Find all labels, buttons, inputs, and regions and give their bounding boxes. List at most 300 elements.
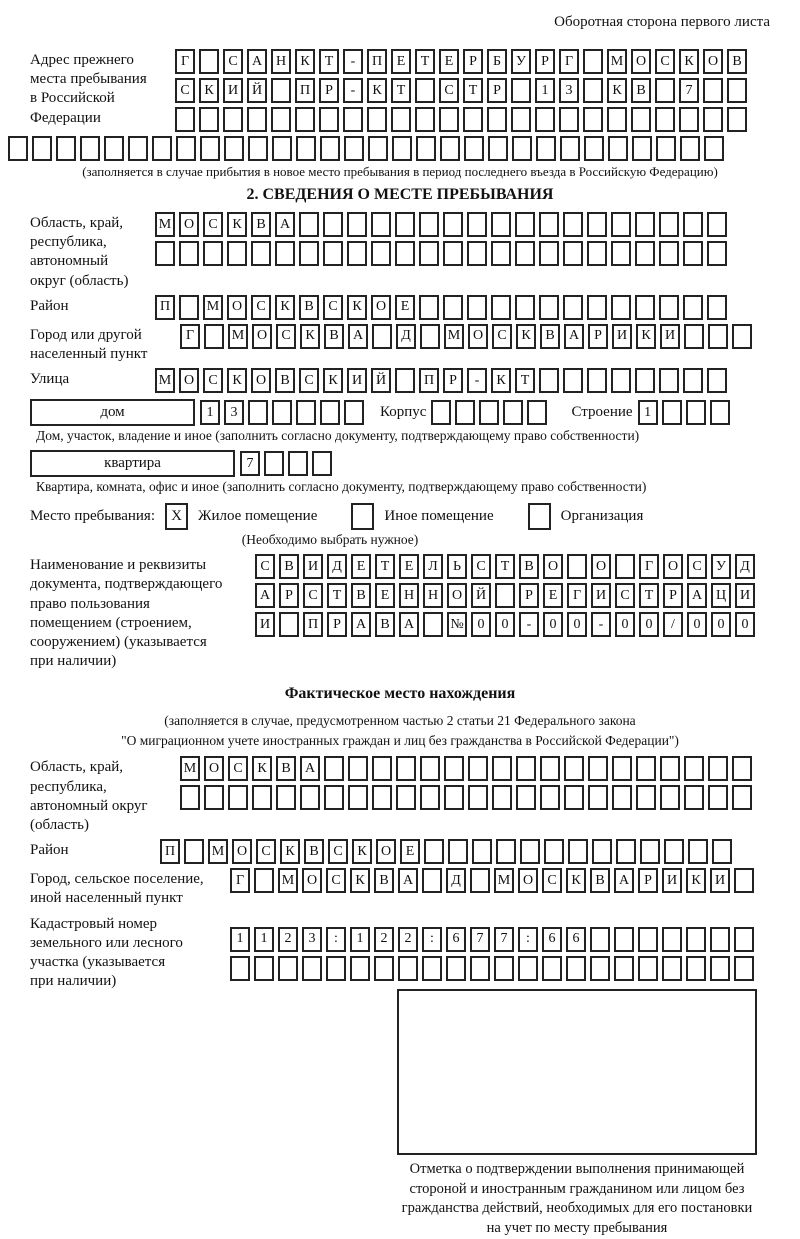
char-cell[interactable] (638, 956, 658, 981)
char-cell[interactable] (224, 136, 244, 161)
char-cell[interactable]: Й (247, 78, 267, 103)
char-cell[interactable]: 7 (240, 451, 260, 476)
char-cell[interactable] (422, 868, 442, 893)
char-cell[interactable]: А (247, 49, 267, 74)
char-cell[interactable] (227, 241, 247, 266)
char-cell[interactable] (479, 400, 499, 425)
char-cell[interactable] (248, 400, 268, 425)
char-cell[interactable]: 2 (398, 927, 418, 952)
char-cell[interactable] (660, 756, 680, 781)
char-cell[interactable] (347, 212, 367, 237)
char-cell[interactable] (683, 212, 703, 237)
char-cell[interactable]: 6 (566, 927, 586, 952)
char-cell[interactable] (684, 756, 704, 781)
char-cell[interactable]: Й (371, 368, 391, 393)
char-cell[interactable] (467, 241, 487, 266)
char-cell[interactable]: О (543, 554, 563, 579)
char-cell[interactable]: А (398, 868, 418, 893)
char-cell[interactable] (80, 136, 100, 161)
char-cell[interactable]: Б (487, 49, 507, 74)
char-cell[interactable] (368, 136, 388, 161)
char-cell[interactable] (415, 107, 435, 132)
char-cell[interactable]: О (663, 554, 683, 579)
char-cell[interactable]: С (492, 324, 512, 349)
char-cell[interactable]: 7 (470, 927, 490, 952)
char-cell[interactable]: И (735, 583, 755, 608)
char-cell[interactable] (566, 956, 586, 981)
char-cell[interactable] (704, 136, 724, 161)
char-cell[interactable]: Г (230, 868, 250, 893)
char-cell[interactable] (516, 756, 536, 781)
char-cell[interactable] (180, 785, 200, 810)
char-cell[interactable]: Е (439, 49, 459, 74)
char-cell[interactable]: Р (535, 49, 555, 74)
char-cell[interactable] (470, 868, 490, 893)
char-cell[interactable] (254, 956, 274, 981)
char-cell[interactable]: К (607, 78, 627, 103)
char-cell[interactable] (398, 956, 418, 981)
char-cell[interactable]: М (208, 839, 228, 864)
char-cell[interactable] (686, 927, 706, 952)
char-cell[interactable]: В (304, 839, 324, 864)
char-cell[interactable] (276, 785, 296, 810)
char-cell[interactable] (176, 136, 196, 161)
char-cell[interactable] (56, 136, 76, 161)
char-cell[interactable]: О (232, 839, 252, 864)
char-cell[interactable]: 1 (254, 927, 274, 952)
char-cell[interactable]: Е (391, 49, 411, 74)
char-cell[interactable] (664, 839, 684, 864)
char-cell[interactable] (288, 451, 308, 476)
char-cell[interactable]: К (227, 212, 247, 237)
char-cell[interactable] (248, 136, 268, 161)
char-cell[interactable]: А (399, 612, 419, 637)
char-cell[interactable]: Р (638, 868, 658, 893)
char-cell[interactable] (688, 839, 708, 864)
char-cell[interactable] (611, 368, 631, 393)
char-cell[interactable] (302, 956, 322, 981)
char-cell[interactable] (540, 756, 560, 781)
char-cell[interactable] (535, 107, 555, 132)
char-cell[interactable] (703, 78, 723, 103)
char-cell[interactable] (683, 241, 703, 266)
char-cell[interactable] (683, 368, 703, 393)
char-cell[interactable]: П (155, 295, 175, 320)
char-cell[interactable] (371, 212, 391, 237)
char-cell[interactable] (563, 212, 583, 237)
char-cell[interactable]: : (326, 927, 346, 952)
char-cell[interactable] (656, 136, 676, 161)
char-cell[interactable]: Н (399, 583, 419, 608)
char-cell[interactable]: О (631, 49, 651, 74)
char-cell[interactable] (467, 295, 487, 320)
checkbox-other-premises[interactable] (351, 503, 374, 530)
char-cell[interactable]: Н (423, 583, 443, 608)
char-cell[interactable] (686, 956, 706, 981)
char-cell[interactable] (710, 927, 730, 952)
char-cell[interactable]: Д (327, 554, 347, 579)
char-cell[interactable] (659, 295, 679, 320)
char-cell[interactable] (511, 107, 531, 132)
char-cell[interactable]: 0 (639, 612, 659, 637)
char-cell[interactable]: С (439, 78, 459, 103)
char-cell[interactable]: И (303, 554, 323, 579)
char-cell[interactable] (324, 785, 344, 810)
char-cell[interactable] (395, 368, 415, 393)
char-cell[interactable] (563, 241, 583, 266)
char-cell[interactable]: Р (319, 78, 339, 103)
char-cell[interactable]: Р (327, 612, 347, 637)
char-cell[interactable]: Т (319, 49, 339, 74)
char-cell[interactable]: С (615, 583, 635, 608)
char-cell[interactable] (184, 839, 204, 864)
char-cell[interactable] (420, 785, 440, 810)
char-cell[interactable] (636, 756, 656, 781)
char-cell[interactable] (496, 839, 516, 864)
char-cell[interactable] (179, 295, 199, 320)
char-cell[interactable] (662, 400, 682, 425)
char-cell[interactable]: 0 (471, 612, 491, 637)
char-cell[interactable]: Р (487, 78, 507, 103)
char-cell[interactable] (511, 78, 531, 103)
char-cell[interactable] (515, 295, 535, 320)
char-cell[interactable] (707, 295, 727, 320)
char-cell[interactable] (464, 136, 484, 161)
char-cell[interactable] (200, 136, 220, 161)
char-cell[interactable] (491, 295, 511, 320)
char-cell[interactable] (275, 241, 295, 266)
char-cell[interactable] (440, 136, 460, 161)
char-cell[interactable] (487, 107, 507, 132)
char-cell[interactable] (712, 839, 732, 864)
char-cell[interactable] (446, 956, 466, 981)
char-cell[interactable]: 1 (535, 78, 555, 103)
char-cell[interactable]: С (276, 324, 296, 349)
char-cell[interactable]: 0 (711, 612, 731, 637)
char-cell[interactable]: В (519, 554, 539, 579)
char-cell[interactable] (607, 107, 627, 132)
char-cell[interactable] (175, 107, 195, 132)
char-cell[interactable]: О (179, 368, 199, 393)
char-cell[interactable] (616, 839, 636, 864)
char-cell[interactable]: Т (327, 583, 347, 608)
char-cell[interactable] (463, 107, 483, 132)
char-cell[interactable]: О (591, 554, 611, 579)
char-cell[interactable] (374, 956, 394, 981)
char-cell[interactable] (659, 212, 679, 237)
char-cell[interactable] (527, 400, 547, 425)
char-cell[interactable] (491, 241, 511, 266)
char-cell[interactable] (468, 785, 488, 810)
char-cell[interactable] (516, 785, 536, 810)
char-cell[interactable] (319, 107, 339, 132)
char-cell[interactable]: С (303, 583, 323, 608)
char-cell[interactable] (439, 107, 459, 132)
char-cell[interactable]: К (227, 368, 247, 393)
char-cell[interactable] (420, 756, 440, 781)
char-cell[interactable] (367, 107, 387, 132)
char-cell[interactable] (680, 136, 700, 161)
char-cell[interactable]: К (300, 324, 320, 349)
char-cell[interactable] (584, 136, 604, 161)
char-cell[interactable] (539, 241, 559, 266)
char-cell[interactable] (734, 927, 754, 952)
char-cell[interactable]: К (295, 49, 315, 74)
char-cell[interactable]: В (374, 868, 394, 893)
char-cell[interactable]: № (447, 612, 467, 637)
char-cell[interactable]: 0 (687, 612, 707, 637)
char-cell[interactable]: С (251, 295, 271, 320)
char-cell[interactable] (323, 212, 343, 237)
char-cell[interactable]: У (711, 554, 731, 579)
char-cell[interactable] (564, 756, 584, 781)
char-cell[interactable]: 6 (542, 927, 562, 952)
char-cell[interactable]: 3 (559, 78, 579, 103)
char-cell[interactable]: И (255, 612, 275, 637)
char-cell[interactable]: А (687, 583, 707, 608)
char-cell[interactable] (638, 927, 658, 952)
char-cell[interactable]: 3 (302, 927, 322, 952)
char-cell[interactable] (271, 78, 291, 103)
char-cell[interactable]: О (302, 868, 322, 893)
char-cell[interactable]: С (471, 554, 491, 579)
char-cell[interactable] (587, 368, 607, 393)
char-cell[interactable] (415, 78, 435, 103)
char-cell[interactable] (662, 927, 682, 952)
char-cell[interactable]: С (326, 868, 346, 893)
char-cell[interactable] (636, 785, 656, 810)
char-cell[interactable] (659, 241, 679, 266)
char-cell[interactable] (199, 107, 219, 132)
char-cell[interactable] (703, 107, 723, 132)
char-cell[interactable] (611, 212, 631, 237)
char-cell[interactable] (614, 927, 634, 952)
char-cell[interactable] (199, 49, 219, 74)
char-cell[interactable] (395, 241, 415, 266)
char-cell[interactable]: М (607, 49, 627, 74)
char-cell[interactable]: И (347, 368, 367, 393)
char-cell[interactable]: К (275, 295, 295, 320)
char-cell[interactable] (343, 107, 363, 132)
char-cell[interactable] (179, 241, 199, 266)
char-cell[interactable] (708, 785, 728, 810)
char-cell[interactable] (230, 956, 250, 981)
char-cell[interactable] (655, 78, 675, 103)
char-cell[interactable] (300, 785, 320, 810)
char-cell[interactable] (567, 554, 587, 579)
char-cell[interactable]: Т (375, 554, 395, 579)
char-cell[interactable]: В (276, 756, 296, 781)
char-cell[interactable] (444, 785, 464, 810)
char-cell[interactable]: А (255, 583, 275, 608)
char-cell[interactable]: Г (180, 324, 200, 349)
char-cell[interactable] (431, 400, 451, 425)
char-cell[interactable]: М (278, 868, 298, 893)
char-cell[interactable]: С (687, 554, 707, 579)
char-cell[interactable]: С (203, 368, 223, 393)
char-cell[interactable]: К (350, 868, 370, 893)
char-cell[interactable]: А (300, 756, 320, 781)
char-cell[interactable] (732, 324, 752, 349)
char-cell[interactable]: М (155, 368, 175, 393)
char-cell[interactable]: С (175, 78, 195, 103)
char-cell[interactable]: : (518, 927, 538, 952)
char-cell[interactable]: 1 (350, 927, 370, 952)
char-cell[interactable]: К (566, 868, 586, 893)
checkbox-organization[interactable] (528, 503, 551, 530)
char-cell[interactable] (344, 136, 364, 161)
char-cell[interactable] (8, 136, 28, 161)
char-cell[interactable] (392, 136, 412, 161)
char-cell[interactable] (539, 212, 559, 237)
char-cell[interactable]: Г (175, 49, 195, 74)
char-cell[interactable]: В (251, 212, 271, 237)
char-cell[interactable] (539, 368, 559, 393)
char-cell[interactable] (271, 107, 291, 132)
char-cell[interactable]: С (223, 49, 243, 74)
char-cell[interactable] (612, 785, 632, 810)
char-cell[interactable] (420, 324, 440, 349)
char-cell[interactable] (295, 107, 315, 132)
char-cell[interactable] (518, 956, 538, 981)
char-cell[interactable] (583, 49, 603, 74)
char-cell[interactable] (559, 107, 579, 132)
char-cell[interactable] (732, 756, 752, 781)
char-cell[interactable] (204, 324, 224, 349)
char-cell[interactable] (608, 136, 628, 161)
char-cell[interactable] (615, 554, 635, 579)
char-cell[interactable]: К (252, 756, 272, 781)
char-cell[interactable] (443, 212, 463, 237)
char-cell[interactable]: Р (279, 583, 299, 608)
char-cell[interactable] (732, 785, 752, 810)
char-cell[interactable]: С (328, 839, 348, 864)
char-cell[interactable] (707, 241, 727, 266)
char-cell[interactable] (296, 136, 316, 161)
char-cell[interactable]: К (199, 78, 219, 103)
char-cell[interactable]: В (631, 78, 651, 103)
char-cell[interactable] (424, 839, 444, 864)
char-cell[interactable]: 2 (278, 927, 298, 952)
char-cell[interactable] (423, 612, 443, 637)
char-cell[interactable]: О (468, 324, 488, 349)
char-cell[interactable] (679, 107, 699, 132)
char-cell[interactable] (734, 868, 754, 893)
char-cell[interactable] (299, 212, 319, 237)
char-cell[interactable]: 6 (446, 927, 466, 952)
char-cell[interactable]: В (299, 295, 319, 320)
char-cell[interactable] (563, 295, 583, 320)
char-cell[interactable] (254, 868, 274, 893)
char-cell[interactable] (488, 136, 508, 161)
char-cell[interactable] (590, 927, 610, 952)
char-cell[interactable] (223, 107, 243, 132)
char-cell[interactable] (631, 107, 651, 132)
char-cell[interactable]: Г (559, 49, 579, 74)
char-cell[interactable]: К (352, 839, 372, 864)
char-cell[interactable]: С (203, 212, 223, 237)
char-cell[interactable]: В (540, 324, 560, 349)
char-cell[interactable]: А (351, 612, 371, 637)
char-cell[interactable] (560, 136, 580, 161)
char-cell[interactable] (470, 956, 490, 981)
char-cell[interactable] (278, 956, 298, 981)
char-cell[interactable] (512, 136, 532, 161)
char-cell[interactable] (128, 136, 148, 161)
char-cell[interactable] (635, 212, 655, 237)
char-cell[interactable]: Е (351, 554, 371, 579)
char-cell[interactable]: Д (735, 554, 755, 579)
char-cell[interactable]: : (422, 927, 442, 952)
char-cell[interactable]: 1 (638, 400, 658, 425)
char-cell[interactable] (272, 136, 292, 161)
char-cell[interactable] (344, 400, 364, 425)
char-cell[interactable] (247, 107, 267, 132)
char-cell[interactable] (494, 956, 514, 981)
char-cell[interactable] (612, 756, 632, 781)
char-cell[interactable] (32, 136, 52, 161)
char-cell[interactable]: И (612, 324, 632, 349)
char-cell[interactable]: Р (443, 368, 463, 393)
char-cell[interactable] (272, 400, 292, 425)
char-cell[interactable]: И (662, 868, 682, 893)
char-cell[interactable] (443, 295, 463, 320)
char-cell[interactable] (422, 956, 442, 981)
char-cell[interactable]: 2 (374, 927, 394, 952)
char-cell[interactable]: Ь (447, 554, 467, 579)
char-cell[interactable] (468, 756, 488, 781)
char-cell[interactable] (326, 956, 346, 981)
char-cell[interactable]: П (367, 49, 387, 74)
char-cell[interactable] (727, 78, 747, 103)
char-cell[interactable]: К (323, 368, 343, 393)
char-cell[interactable] (492, 756, 512, 781)
char-cell[interactable]: П (303, 612, 323, 637)
char-cell[interactable] (443, 241, 463, 266)
char-cell[interactable]: - (343, 78, 363, 103)
char-cell[interactable]: Т (391, 78, 411, 103)
char-cell[interactable] (323, 241, 343, 266)
char-cell[interactable]: Й (471, 583, 491, 608)
char-cell[interactable] (614, 956, 634, 981)
char-cell[interactable] (583, 107, 603, 132)
char-cell[interactable] (419, 212, 439, 237)
char-cell[interactable] (419, 295, 439, 320)
char-cell[interactable] (635, 368, 655, 393)
char-cell[interactable]: - (467, 368, 487, 393)
char-cell[interactable]: О (227, 295, 247, 320)
char-cell[interactable]: О (179, 212, 199, 237)
char-cell[interactable] (416, 136, 436, 161)
char-cell[interactable]: К (679, 49, 699, 74)
char-cell[interactable] (588, 756, 608, 781)
char-cell[interactable]: О (518, 868, 538, 893)
char-cell[interactable]: В (351, 583, 371, 608)
char-cell[interactable]: - (519, 612, 539, 637)
char-cell[interactable] (371, 241, 391, 266)
char-cell[interactable] (587, 212, 607, 237)
char-cell[interactable] (372, 756, 392, 781)
char-cell[interactable] (152, 136, 172, 161)
char-cell[interactable]: 7 (679, 78, 699, 103)
char-cell[interactable] (583, 78, 603, 103)
char-cell[interactable]: Т (495, 554, 515, 579)
char-cell[interactable] (611, 295, 631, 320)
char-cell[interactable] (708, 324, 728, 349)
char-cell[interactable]: 0 (495, 612, 515, 637)
char-cell[interactable] (662, 956, 682, 981)
char-cell[interactable]: О (251, 368, 271, 393)
